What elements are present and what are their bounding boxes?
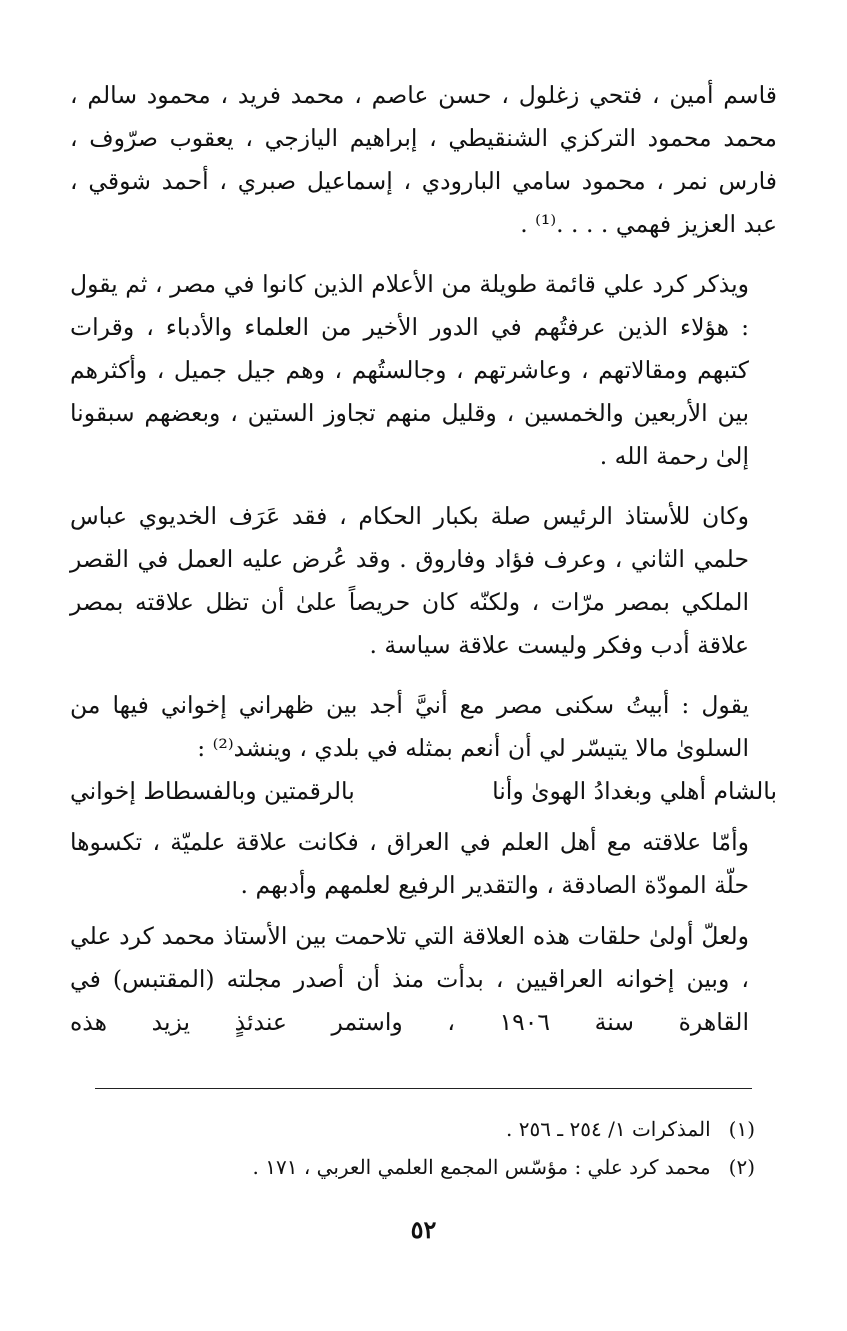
footnote-number: (٢) bbox=[728, 1155, 755, 1179]
footnote-2 bbox=[155, 1148, 755, 1186]
poem-verse bbox=[70, 770, 777, 813]
footnote-1 bbox=[155, 1110, 755, 1148]
poem-first-hemistich: بالشام أهلي وبغدادُ الهوىٰ وأنا bbox=[492, 777, 777, 805]
footnote-text: المذكرات ١/ ٢٥٤ ـ ٢٥٦ . bbox=[505, 1117, 711, 1141]
footnotes bbox=[155, 1110, 755, 1186]
paragraph-quote-intro: يقول : أبيتُ سكنى مصر مع أنيَّ أجد بين ظهراني إخواني فيها من السلوىٰ مالا يتيسّر لي أن أنعم بمثله في بلدي ، وينشد⁽²⁾ : bbox=[70, 691, 749, 762]
footnote-text: محمد كرد علي : مؤسّس المجمع العلمي العربي ، ١٧١ . bbox=[252, 1155, 711, 1179]
paragraph-kurd-ali-list: ويذكر كرد علي قائمة طويلة من الأعلام الذين كانوا في مصر ، ثم يقول : هؤلاء الذين عرفتُهم في الدور الأخير من العلماء والأدباء ، وقرات كتبهم ومقالاتهم ، وعاشرتهم ، وجالستُهم ، وهم جيل جميل ، وأكثرهم بين الأربعين والخمسين ، وقليل منهم تجاوز الستين ، وبعضهم سبقونا إلىٰ رحمة الله . bbox=[70, 270, 749, 470]
footnote-number: (١) bbox=[728, 1117, 755, 1141]
footnote-divider bbox=[95, 1088, 752, 1089]
poem-second-hemistich: بالرقمتين وبالفسطاط إخواني bbox=[70, 777, 355, 805]
paragraph-names-list: قاسم أمين ، فتحي زغلول ، حسن عاصم ، محمد فريد ، محمود سالم ، محمد محمود التركزي الشنقيطي ، إبراهيم اليازجي ، يعقوب صرّوف ، فارس نمر ، محمود سامي البارودي ، إسماعيل صبري ، أحمد شوقي ، عبد العزيز فهمي . . . .⁽¹⁾ . bbox=[70, 81, 777, 238]
paragraph-iraq-relation: وأمّا علاقته مع أهل العلم في العراق ، فكانت علاقة علميّة ، تكسوها حلّة المودّة الصادقة ، والتقدير الرفيع لعلمهم وأدبهم . bbox=[70, 828, 749, 899]
page-number: ٥٢ bbox=[410, 1215, 437, 1244]
paragraph-muqtabas: ولعلّ أولىٰ حلقات هذه العلاقة التي تلاحمت بين الأستاذ محمد كرد علي ، وبين إخوانه العراقيين ، بدأت منذ أن أصدر مجلته (المقتبس) في القاهرة سنة ١٩٠٦ ، واستمر عندئذٍ يزيد هذه bbox=[70, 922, 749, 1036]
paragraph-rulers-relation: وكان للأستاذ الرئيس صلة بكبار الحكام ، فقد عَرَف الخديوي عباس حلمي الثاني ، وعرف فؤاد وفاروق . وقد عُرض عليه العمل في القصر الملكي بمصر مرّات ، ولكنّه كان حريصاً علىٰ أن تظل علاقته بمصر علاقة أدب وفكر وليست علاقة سياسة . bbox=[70, 502, 749, 659]
